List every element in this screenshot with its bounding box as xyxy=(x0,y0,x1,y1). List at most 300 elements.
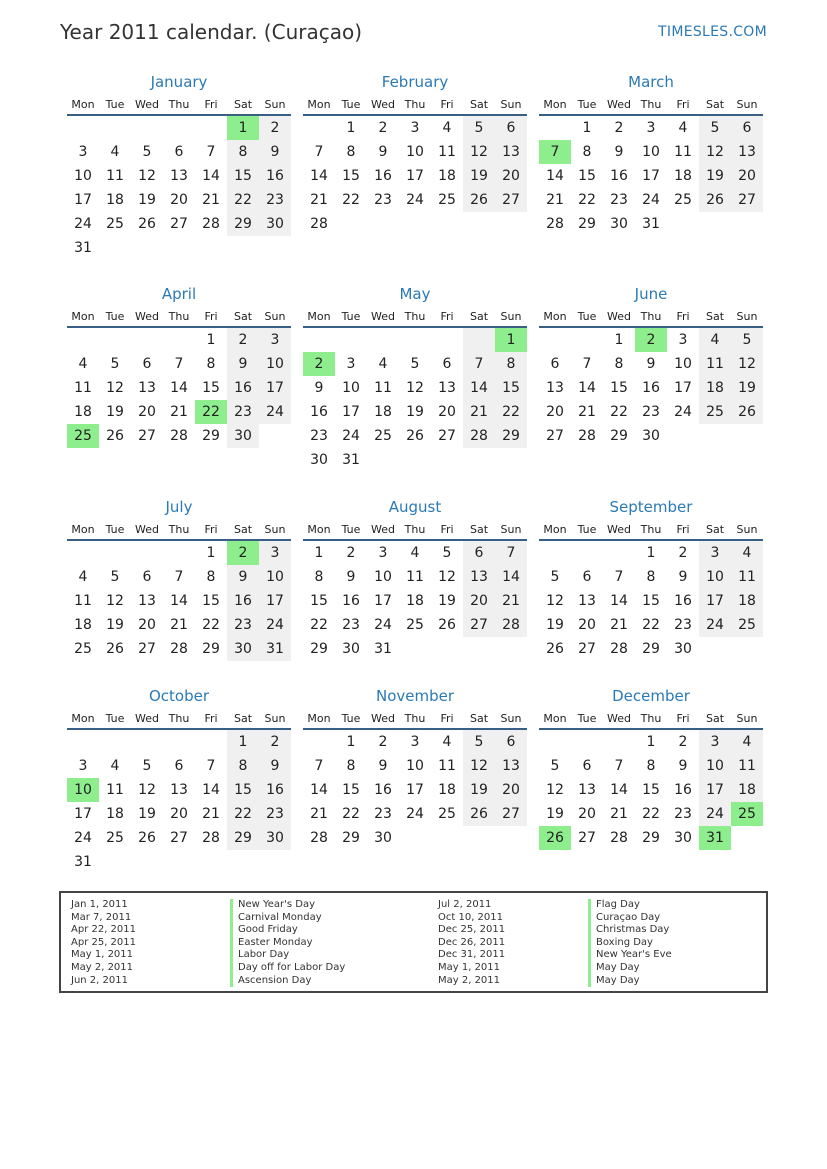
day-cell[interactable]: 4 xyxy=(731,730,763,754)
day-cell[interactable]: 4 xyxy=(442,120,452,136)
day-cell[interactable]: 5 xyxy=(142,144,152,160)
day-cell[interactable]: 18 xyxy=(438,782,456,798)
day-cell[interactable]: 1 xyxy=(646,734,656,750)
day-cell[interactable]: 10 xyxy=(406,144,424,160)
day-cell[interactable]: 5 xyxy=(110,356,120,372)
day-cell[interactable]: 9 xyxy=(378,144,388,160)
day-cell[interactable]: 28 xyxy=(463,424,495,448)
day-cell[interactable]: 11 xyxy=(731,565,763,589)
day-cell[interactable]: 20 xyxy=(578,806,596,822)
day-cell[interactable]: 13 xyxy=(578,593,596,609)
day-cell[interactable]: 26 xyxy=(546,641,564,657)
day-cell[interactable]: 20 xyxy=(138,404,156,420)
day-cell[interactable]: 1 xyxy=(314,545,324,561)
day-cell[interactable]: 11 xyxy=(74,380,92,396)
day-cell[interactable]: 29 xyxy=(202,641,220,657)
day-cell[interactable]: 14 xyxy=(202,168,220,184)
day-cell[interactable]: 2 xyxy=(378,120,388,136)
day-cell[interactable]: 26 xyxy=(463,188,495,212)
day-cell[interactable]: 3 xyxy=(378,545,388,561)
day-cell[interactable]: 18 xyxy=(438,168,456,184)
day-cell[interactable]: 15 xyxy=(227,778,259,802)
day-cell[interactable]: 13 xyxy=(138,380,156,396)
day-cell[interactable]: 20 xyxy=(170,192,188,208)
day-cell[interactable]: 13 xyxy=(438,380,456,396)
day-cell[interactable]: 9 xyxy=(678,569,688,585)
day-cell[interactable]: 11 xyxy=(438,144,456,160)
day-cell[interactable]: 17 xyxy=(406,782,424,798)
day-cell[interactable]: 29 xyxy=(642,830,660,846)
day-cell[interactable]: 19 xyxy=(546,617,564,633)
day-cell[interactable]: 5 xyxy=(442,545,452,561)
day-cell[interactable]: 26 xyxy=(106,641,124,657)
day-cell[interactable]: 16 xyxy=(610,168,628,184)
day-cell[interactable]: 18 xyxy=(106,192,124,208)
day-cell[interactable]: 12 xyxy=(463,140,495,164)
day-cell[interactable]: 6 xyxy=(550,356,560,372)
day-cell[interactable]: 17 xyxy=(406,168,424,184)
day-cell[interactable]: 24 xyxy=(406,192,424,208)
day-cell[interactable]: 18 xyxy=(674,168,692,184)
day-cell[interactable]: 14 xyxy=(610,782,628,798)
day-cell[interactable]: 5 xyxy=(463,116,495,140)
day-cell[interactable]: 22 xyxy=(342,806,360,822)
day-cell[interactable]: 23 xyxy=(259,802,291,826)
day-cell[interactable]: 13 xyxy=(170,168,188,184)
day-cell[interactable]: 29 xyxy=(310,641,328,657)
day-cell[interactable]: 17 xyxy=(699,778,731,802)
day-cell[interactable]: 23 xyxy=(227,400,259,424)
day-cell[interactable]: 4 xyxy=(78,356,88,372)
day-cell[interactable]: 26 xyxy=(463,802,495,826)
day-cell[interactable]: 22 xyxy=(642,617,660,633)
day-cell[interactable]: 23 xyxy=(310,428,328,444)
day-cell[interactable]: 30 xyxy=(342,641,360,657)
day-cell[interactable]: 6 xyxy=(174,758,184,774)
day-cell[interactable]: 4 xyxy=(678,120,688,136)
day-cell[interactable]: 29 xyxy=(578,216,596,232)
day-cell[interactable]: 11 xyxy=(374,380,392,396)
day-cell[interactable]: 21 xyxy=(170,404,188,420)
day-cell[interactable]: 7 xyxy=(206,144,216,160)
day-cell[interactable]: 30 xyxy=(227,637,259,661)
day-cell[interactable]: 25 xyxy=(74,641,92,657)
day-cell[interactable]: 2 xyxy=(678,734,688,750)
day-cell[interactable]: 27 xyxy=(170,830,188,846)
day-cell[interactable]: 30 xyxy=(227,424,259,448)
day-cell[interactable]: 21 xyxy=(610,806,628,822)
day-cell[interactable]: 19 xyxy=(106,617,124,633)
day-cell[interactable]: 26 xyxy=(731,400,763,424)
day-cell[interactable]: 13 xyxy=(495,140,527,164)
day-cell[interactable]: 31 xyxy=(342,452,360,468)
day-cell[interactable]: 3 xyxy=(346,356,356,372)
day-cell[interactable]: 24 xyxy=(699,802,731,826)
day-cell[interactable]: 2 xyxy=(259,116,291,140)
day-cell[interactable]: 7 xyxy=(582,356,592,372)
day-cell[interactable]: 15 xyxy=(495,376,527,400)
day-cell[interactable]: 5 xyxy=(699,116,731,140)
day-cell[interactable]: 8 xyxy=(582,144,592,160)
day-cell[interactable]: 4 xyxy=(410,545,420,561)
day-cell[interactable]: 8 xyxy=(346,758,356,774)
day-cell[interactable]: 8 xyxy=(614,356,624,372)
holiday-day-cell[interactable]: 22 xyxy=(195,400,227,424)
day-cell[interactable]: 23 xyxy=(227,613,259,637)
day-cell[interactable]: 30 xyxy=(310,452,328,468)
day-cell[interactable]: 6 xyxy=(731,116,763,140)
day-cell[interactable]: 20 xyxy=(170,806,188,822)
day-cell[interactable]: 23 xyxy=(642,404,660,420)
day-cell[interactable]: 16 xyxy=(259,778,291,802)
day-cell[interactable]: 27 xyxy=(578,830,596,846)
day-cell[interactable]: 28 xyxy=(495,613,527,637)
day-cell[interactable]: 27 xyxy=(495,188,527,212)
day-cell[interactable]: 23 xyxy=(342,617,360,633)
day-cell[interactable]: 28 xyxy=(546,216,564,232)
day-cell[interactable]: 9 xyxy=(227,565,259,589)
day-cell[interactable]: 4 xyxy=(110,758,120,774)
day-cell[interactable]: 11 xyxy=(406,569,424,585)
day-cell[interactable]: 18 xyxy=(406,593,424,609)
day-cell[interactable]: 14 xyxy=(170,593,188,609)
day-cell[interactable]: 10 xyxy=(259,565,291,589)
day-cell[interactable]: 17 xyxy=(342,404,360,420)
day-cell[interactable]: 12 xyxy=(106,380,124,396)
day-cell[interactable]: 19 xyxy=(106,404,124,420)
day-cell[interactable]: 29 xyxy=(202,428,220,444)
day-cell[interactable]: 10 xyxy=(74,168,92,184)
day-cell[interactable]: 2 xyxy=(227,328,259,352)
day-cell[interactable]: 4 xyxy=(110,144,120,160)
day-cell[interactable]: 11 xyxy=(674,144,692,160)
day-cell[interactable]: 20 xyxy=(495,778,527,802)
day-cell[interactable]: 11 xyxy=(106,168,124,184)
day-cell[interactable]: 3 xyxy=(410,734,420,750)
day-cell[interactable]: 25 xyxy=(438,192,456,208)
day-cell[interactable]: 26 xyxy=(406,428,424,444)
day-cell[interactable]: 27 xyxy=(138,641,156,657)
day-cell[interactable]: 8 xyxy=(227,754,259,778)
day-cell[interactable]: 15 xyxy=(610,380,628,396)
day-cell[interactable]: 31 xyxy=(259,637,291,661)
day-cell[interactable]: 9 xyxy=(678,758,688,774)
day-cell[interactable]: 15 xyxy=(642,593,660,609)
day-cell[interactable]: 7 xyxy=(174,356,184,372)
day-cell[interactable]: 3 xyxy=(78,758,88,774)
day-cell[interactable]: 12 xyxy=(699,140,731,164)
day-cell[interactable]: 14 xyxy=(202,782,220,798)
day-cell[interactable]: 13 xyxy=(463,565,495,589)
day-cell[interactable]: 21 xyxy=(463,400,495,424)
day-cell[interactable]: 23 xyxy=(674,617,692,633)
holiday-day-cell[interactable]: 10 xyxy=(67,778,99,802)
day-cell[interactable]: 11 xyxy=(106,782,124,798)
day-cell[interactable]: 22 xyxy=(578,192,596,208)
day-cell[interactable]: 9 xyxy=(227,352,259,376)
day-cell[interactable]: 12 xyxy=(406,380,424,396)
day-cell[interactable]: 15 xyxy=(202,593,220,609)
day-cell[interactable]: 25 xyxy=(674,192,692,208)
day-cell[interactable]: 21 xyxy=(202,192,220,208)
day-cell[interactable]: 9 xyxy=(259,140,291,164)
day-cell[interactable]: 4 xyxy=(442,734,452,750)
day-cell[interactable]: 31 xyxy=(74,240,92,256)
day-cell[interactable]: 24 xyxy=(259,613,291,637)
day-cell[interactable]: 14 xyxy=(610,593,628,609)
day-cell[interactable]: 8 xyxy=(646,758,656,774)
day-cell[interactable]: 3 xyxy=(699,541,731,565)
day-cell[interactable]: 17 xyxy=(642,168,660,184)
day-cell[interactable]: 19 xyxy=(731,376,763,400)
day-cell[interactable]: 10 xyxy=(374,569,392,585)
day-cell[interactable]: 9 xyxy=(314,380,324,396)
day-cell[interactable]: 12 xyxy=(106,593,124,609)
day-cell[interactable]: 5 xyxy=(550,569,560,585)
day-cell[interactable]: 2 xyxy=(378,734,388,750)
day-cell[interactable]: 3 xyxy=(78,144,88,160)
day-cell[interactable]: 14 xyxy=(310,168,328,184)
day-cell[interactable]: 9 xyxy=(346,569,356,585)
day-cell[interactable]: 8 xyxy=(495,352,527,376)
day-cell[interactable]: 29 xyxy=(495,424,527,448)
day-cell[interactable]: 12 xyxy=(138,782,156,798)
day-cell[interactable]: 25 xyxy=(438,806,456,822)
day-cell[interactable]: 2 xyxy=(259,730,291,754)
day-cell[interactable]: 18 xyxy=(106,806,124,822)
day-cell[interactable]: 10 xyxy=(699,565,731,589)
day-cell[interactable]: 9 xyxy=(646,356,656,372)
day-cell[interactable]: 15 xyxy=(310,593,328,609)
day-cell[interactable]: 10 xyxy=(259,352,291,376)
day-cell[interactable]: 5 xyxy=(110,569,120,585)
day-cell[interactable]: 10 xyxy=(642,144,660,160)
day-cell[interactable]: 5 xyxy=(550,758,560,774)
day-cell[interactable]: 24 xyxy=(699,613,731,637)
day-cell[interactable]: 18 xyxy=(374,404,392,420)
day-cell[interactable]: 31 xyxy=(74,854,92,870)
day-cell[interactable]: 26 xyxy=(106,428,124,444)
day-cell[interactable]: 9 xyxy=(378,758,388,774)
day-cell[interactable]: 3 xyxy=(410,120,420,136)
day-cell[interactable]: 24 xyxy=(642,192,660,208)
day-cell[interactable]: 13 xyxy=(495,754,527,778)
day-cell[interactable]: 30 xyxy=(259,212,291,236)
day-cell[interactable]: 17 xyxy=(74,806,92,822)
day-cell[interactable]: 24 xyxy=(74,830,92,846)
holiday-day-cell[interactable]: 31 xyxy=(699,826,731,850)
day-cell[interactable]: 20 xyxy=(463,589,495,613)
day-cell[interactable]: 12 xyxy=(438,569,456,585)
day-cell[interactable]: 28 xyxy=(310,830,328,846)
day-cell[interactable]: 21 xyxy=(170,617,188,633)
day-cell[interactable]: 28 xyxy=(578,428,596,444)
day-cell[interactable]: 26 xyxy=(138,830,156,846)
day-cell[interactable]: 20 xyxy=(438,404,456,420)
day-cell[interactable]: 16 xyxy=(259,164,291,188)
day-cell[interactable]: 13 xyxy=(546,380,564,396)
day-cell[interactable]: 1 xyxy=(614,332,624,348)
day-cell[interactable]: 29 xyxy=(227,212,259,236)
day-cell[interactable]: 16 xyxy=(642,380,660,396)
day-cell[interactable]: 16 xyxy=(374,782,392,798)
day-cell[interactable]: 29 xyxy=(610,428,628,444)
day-cell[interactable]: 3 xyxy=(259,541,291,565)
day-cell[interactable]: 29 xyxy=(642,641,660,657)
day-cell[interactable]: 20 xyxy=(731,164,763,188)
day-cell[interactable]: 16 xyxy=(310,404,328,420)
day-cell[interactable]: 19 xyxy=(699,164,731,188)
day-cell[interactable]: 28 xyxy=(310,216,328,232)
day-cell[interactable]: 21 xyxy=(202,806,220,822)
holiday-day-cell[interactable]: 1 xyxy=(227,116,259,140)
day-cell[interactable]: 6 xyxy=(142,356,152,372)
day-cell[interactable]: 28 xyxy=(610,641,628,657)
day-cell[interactable]: 1 xyxy=(227,730,259,754)
day-cell[interactable]: 28 xyxy=(202,830,220,846)
day-cell[interactable]: 14 xyxy=(546,168,564,184)
day-cell[interactable]: 19 xyxy=(438,593,456,609)
day-cell[interactable]: 23 xyxy=(374,192,392,208)
day-cell[interactable]: 20 xyxy=(138,617,156,633)
day-cell[interactable]: 18 xyxy=(731,589,763,613)
day-cell[interactable]: 1 xyxy=(346,120,356,136)
day-cell[interactable]: 27 xyxy=(731,188,763,212)
day-cell[interactable]: 19 xyxy=(406,404,424,420)
holiday-day-cell[interactable]: 25 xyxy=(731,802,763,826)
day-cell[interactable]: 12 xyxy=(138,168,156,184)
day-cell[interactable]: 5 xyxy=(463,730,495,754)
day-cell[interactable]: 30 xyxy=(642,428,660,444)
day-cell[interactable]: 6 xyxy=(174,144,184,160)
day-cell[interactable]: 9 xyxy=(614,144,624,160)
day-cell[interactable]: 7 xyxy=(463,352,495,376)
day-cell[interactable]: 2 xyxy=(678,545,688,561)
day-cell[interactable]: 30 xyxy=(374,830,392,846)
day-cell[interactable]: 26 xyxy=(699,188,731,212)
day-cell[interactable]: 13 xyxy=(138,593,156,609)
day-cell[interactable]: 18 xyxy=(731,778,763,802)
day-cell[interactable]: 30 xyxy=(259,826,291,850)
day-cell[interactable]: 28 xyxy=(170,428,188,444)
day-cell[interactable]: 4 xyxy=(699,328,731,352)
day-cell[interactable]: 15 xyxy=(342,782,360,798)
day-cell[interactable]: 10 xyxy=(342,380,360,396)
day-cell[interactable]: 25 xyxy=(106,216,124,232)
day-cell[interactable]: 27 xyxy=(495,802,527,826)
day-cell[interactable]: 18 xyxy=(699,376,731,400)
day-cell[interactable]: 9 xyxy=(259,754,291,778)
day-cell[interactable]: 17 xyxy=(74,192,92,208)
day-cell[interactable]: 19 xyxy=(138,806,156,822)
day-cell[interactable]: 3 xyxy=(678,332,688,348)
day-cell[interactable]: 19 xyxy=(138,192,156,208)
day-cell[interactable]: 23 xyxy=(259,188,291,212)
day-cell[interactable]: 3 xyxy=(646,120,656,136)
day-cell[interactable]: 21 xyxy=(495,589,527,613)
day-cell[interactable]: 16 xyxy=(342,593,360,609)
day-cell[interactable]: 14 xyxy=(463,376,495,400)
day-cell[interactable]: 27 xyxy=(170,216,188,232)
day-cell[interactable]: 25 xyxy=(731,613,763,637)
day-cell[interactable]: 30 xyxy=(610,216,628,232)
day-cell[interactable]: 13 xyxy=(731,140,763,164)
day-cell[interactable]: 25 xyxy=(699,400,731,424)
holiday-day-cell[interactable]: 26 xyxy=(539,826,571,850)
day-cell[interactable]: 27 xyxy=(463,613,495,637)
day-cell[interactable]: 5 xyxy=(142,758,152,774)
day-cell[interactable]: 22 xyxy=(495,400,527,424)
day-cell[interactable]: 11 xyxy=(699,352,731,376)
day-cell[interactable]: 1 xyxy=(206,332,216,348)
day-cell[interactable]: 20 xyxy=(578,617,596,633)
day-cell[interactable]: 11 xyxy=(438,758,456,774)
day-cell[interactable]: 22 xyxy=(342,192,360,208)
day-cell[interactable]: 23 xyxy=(374,806,392,822)
day-cell[interactable]: 17 xyxy=(374,593,392,609)
day-cell[interactable]: 15 xyxy=(202,380,220,396)
day-cell[interactable]: 13 xyxy=(578,782,596,798)
day-cell[interactable]: 17 xyxy=(259,376,291,400)
brand-link[interactable]: TIMESLES.COM xyxy=(658,24,767,40)
day-cell[interactable]: 6 xyxy=(582,569,592,585)
day-cell[interactable]: 18 xyxy=(74,617,92,633)
day-cell[interactable]: 13 xyxy=(170,782,188,798)
day-cell[interactable]: 8 xyxy=(206,356,216,372)
day-cell[interactable]: 23 xyxy=(610,192,628,208)
day-cell[interactable]: 16 xyxy=(374,168,392,184)
day-cell[interactable]: 25 xyxy=(406,617,424,633)
day-cell[interactable]: 14 xyxy=(170,380,188,396)
holiday-day-cell[interactable]: 7 xyxy=(539,140,571,164)
day-cell[interactable]: 7 xyxy=(314,144,324,160)
day-cell[interactable]: 27 xyxy=(546,428,564,444)
day-cell[interactable]: 29 xyxy=(342,830,360,846)
day-cell[interactable]: 17 xyxy=(259,589,291,613)
day-cell[interactable]: 11 xyxy=(731,754,763,778)
day-cell[interactable]: 7 xyxy=(495,541,527,565)
day-cell[interactable]: 20 xyxy=(495,164,527,188)
day-cell[interactable]: 26 xyxy=(438,617,456,633)
day-cell[interactable]: 7 xyxy=(174,569,184,585)
day-cell[interactable]: 21 xyxy=(546,192,564,208)
day-cell[interactable]: 12 xyxy=(731,352,763,376)
day-cell[interactable]: 21 xyxy=(310,192,328,208)
day-cell[interactable]: 14 xyxy=(310,782,328,798)
day-cell[interactable]: 22 xyxy=(642,806,660,822)
day-cell[interactable]: 8 xyxy=(646,569,656,585)
day-cell[interactable]: 8 xyxy=(346,144,356,160)
day-cell[interactable]: 16 xyxy=(674,782,692,798)
day-cell[interactable]: 18 xyxy=(74,404,92,420)
day-cell[interactable]: 16 xyxy=(227,376,259,400)
day-cell[interactable]: 24 xyxy=(342,428,360,444)
day-cell[interactable]: 14 xyxy=(495,565,527,589)
day-cell[interactable]: 17 xyxy=(674,380,692,396)
day-cell[interactable]: 19 xyxy=(546,806,564,822)
day-cell[interactable]: 5 xyxy=(410,356,420,372)
day-cell[interactable]: 1 xyxy=(646,545,656,561)
day-cell[interactable]: 6 xyxy=(582,758,592,774)
holiday-day-cell[interactable]: 2 xyxy=(635,328,667,352)
day-cell[interactable]: 7 xyxy=(614,569,624,585)
day-cell[interactable]: 7 xyxy=(614,758,624,774)
day-cell[interactable]: 17 xyxy=(699,589,731,613)
day-cell[interactable]: 22 xyxy=(227,188,259,212)
day-cell[interactable]: 4 xyxy=(378,356,388,372)
day-cell[interactable]: 28 xyxy=(202,216,220,232)
day-cell[interactable]: 24 xyxy=(406,806,424,822)
